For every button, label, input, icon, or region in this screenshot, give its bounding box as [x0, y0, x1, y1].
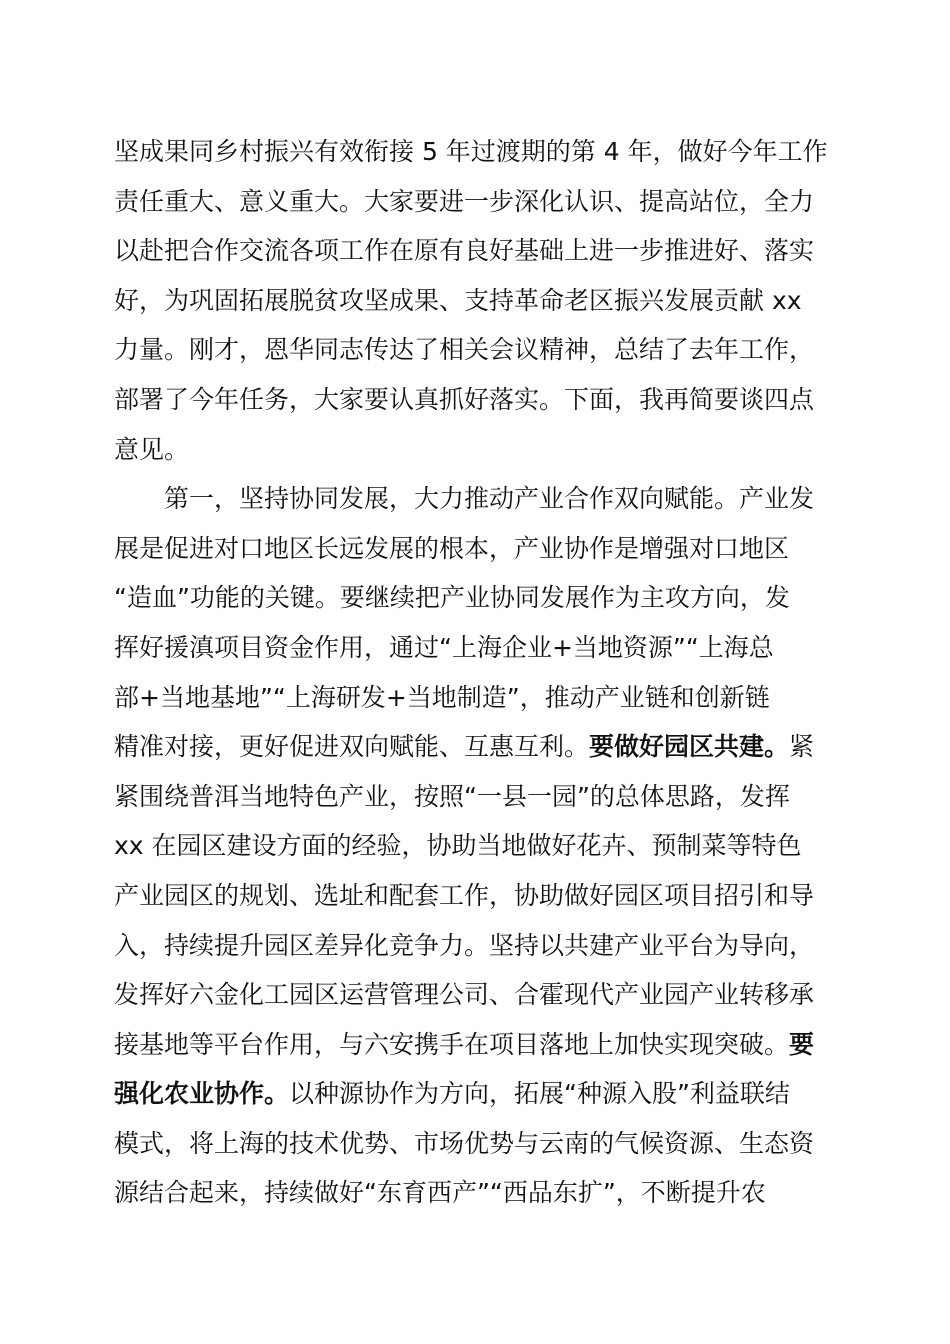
text-run: xx 在园区建设方面的经验，协助当地做好花卉、预制菜等特色 [114, 831, 802, 861]
text-run: 精准对接，更好促进双向赋能、互惠互利。 [114, 732, 590, 762]
text-line [114, 425, 844, 475]
text-line [114, 276, 844, 326]
text-run: 好，为巩固拓展脱贫攻坚成果、支持革命老区振兴发展贡献 xx [114, 285, 802, 315]
text-line [114, 1069, 844, 1119]
text-run: 展是促进对口地区长远发展的根本，产业协作是增强对口地区 [114, 533, 790, 563]
text-line [114, 573, 844, 623]
text-run: 以赴把合作交流各项工作在原有良好基础上进一步推进好、落实 [114, 236, 815, 266]
text-line [114, 970, 844, 1020]
text-run: 意见。 [114, 434, 190, 464]
text-run: 以种源协作为方向，拓展“种源入股”利益联结 [289, 1079, 790, 1109]
body-text [114, 127, 844, 1218]
text-line [114, 1168, 844, 1218]
text-run: 第一，坚持协同发展，大力推动产业合作双向赋能。产业发 [164, 484, 815, 514]
text-run: 紧 [789, 732, 815, 762]
text-line [114, 524, 844, 574]
text-run: 入，持续提升园区差异化竞争力。坚持以共建产业平台为导向， [114, 930, 815, 960]
text-run: 接基地等平台作用，与六安携手在项目落地上加快实现突破。 [114, 1029, 790, 1059]
bold-heading-text: 要做好园区共建。 [589, 732, 790, 762]
text-run: 模式，将上海的技术优势、市场优势与云南的气候资源、生态资 [114, 1128, 815, 1158]
text-run: 挥好援滇项目资金作用，通过“上海企业+当地资源”“上海总 [114, 632, 774, 662]
text-line [114, 127, 844, 177]
text-run: 坚成果同乡村振兴有效衔接 5 年过渡期的第 4 年，做好今年工作 [114, 137, 828, 166]
text-line [114, 375, 844, 425]
text-run: 部署了今年任务，大家要认真抓好落实。下面，我再简要谈四点 [114, 384, 815, 414]
paragraph-first-line [114, 474, 844, 524]
text-run: 紧围绕普洱当地特色产业，按照“一县一园”的总体思路，发挥 [114, 781, 790, 811]
text-line [114, 921, 844, 971]
text-line [114, 722, 844, 772]
text-line [114, 673, 844, 723]
text-run: 责任重大、意义重大。大家要进一步深化认识、提高站位，全力 [114, 186, 815, 216]
text-line [114, 1119, 844, 1169]
text-line [114, 1020, 844, 1070]
text-run: 源结合起来，持续做好“东育西产”“西品东扩”，不断提升农 [114, 1178, 766, 1208]
text-run: “造血”功能的关键。要继续把产业协同发展作为主攻方向，发 [114, 583, 790, 613]
text-line [114, 871, 844, 921]
text-line [114, 772, 844, 822]
text-line [114, 177, 844, 227]
text-line [114, 623, 844, 673]
text-line [114, 821, 844, 871]
text-line [114, 325, 844, 375]
text-run: 发挥好六金化工园区运营管理公司、合霍现代产业园产业转移承 [114, 980, 815, 1010]
text-line [114, 226, 844, 276]
text-run: 产业园区的规划、选址和配套工作，协助做好园区项目招引和导 [114, 880, 815, 910]
text-run: 部+当地基地”“上海研发+当地制造”，推动产业链和创新链 [114, 682, 770, 712]
text-run: 力量。刚才，恩华同志传达了相关会议精神，总结了去年工作， [114, 335, 815, 365]
bold-heading-text: 要 [789, 1029, 815, 1059]
bold-heading-text: 强化农业协作。 [114, 1079, 290, 1109]
